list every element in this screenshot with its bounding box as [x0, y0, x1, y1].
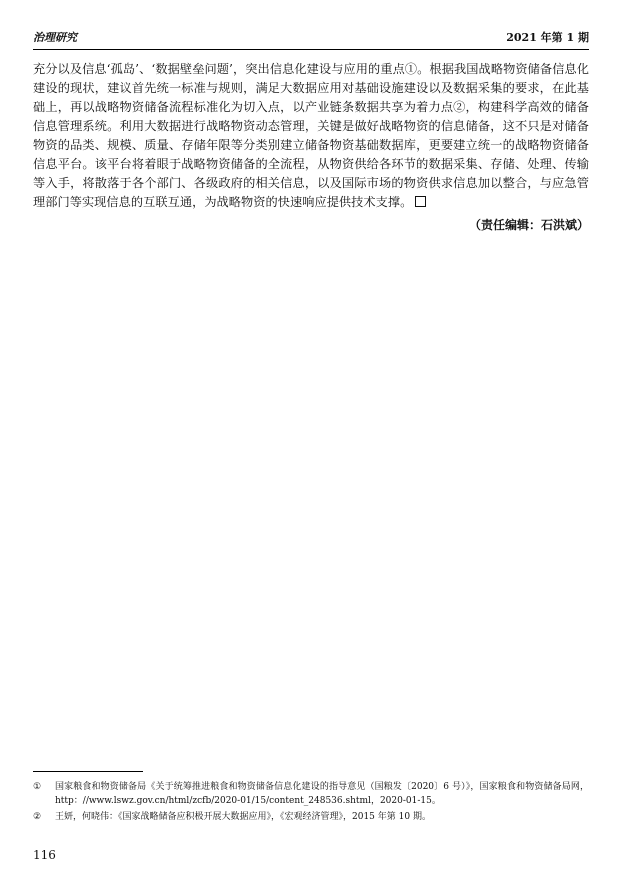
page-number: 116 — [33, 848, 56, 862]
end-mark-icon — [415, 196, 426, 207]
issue-label: 2021 年第 1 期 — [506, 31, 589, 44]
running-header — [33, 30, 589, 50]
paragraph-text: 充分以及信息‘孤岛’、‘数据壁垒问题’，突出信息化建设与应用的重点①。根据我国战略物资储备信息化建设的现状，建议首先统一标准与规则，满足大数据应用对基础设施建设以及数据采集的要求，在此基础上，再以战略物资储备流程标准化为切入点，以产业链条数据共享为着力点②，构建科学高效的储备信息管理系统。利用大数据进行战略物资动态管理，关键是做好战略物资的信息储备，这不只是对储备物资的品类、规模、质量、存储年限等分类别建立储备物资基础数据库，更要建立统一的战略物资储备信息平台。该平台将着眼于战略物资储备的全流程，从物资供给各环节的数据采集、存储、处理、传输等入手，将散落于各个部门、各级政府的相关信息，以及国际市场的物资供求信息加以整合，与应急管理部门等实现信息的互联互通，为战略物资的快速响应提供技术支撑。 — [33, 62, 589, 209]
footnote-2-mark: ② — [33, 812, 42, 822]
footnote-rule — [33, 771, 143, 772]
journal-section: 治理研究 — [33, 31, 77, 44]
footnote-1 — [33, 780, 589, 808]
responsible-editor: （责任编辑：石洪斌） — [468, 218, 589, 232]
body-paragraph — [33, 60, 589, 212]
footnotes — [33, 780, 589, 826]
footnote-1-text: 国家粮食和物资储备局《关于统筹推进粮食和物资储备信息化建设的指导意见（国粮发〔2020〕6 号）》，国家粮食和物资储备局网，http：//www.lswz.gov.cn/html/zcfb/2020-01/15/content_248536.shtml，2020-01-15。 — [55, 782, 589, 806]
footnote-1-mark: ① — [33, 782, 42, 792]
footnote-2-text: 王妍，何晓伟：《国家战略储备应积极开展大数据应用》，《宏观经济管理》，2015 年第 10 期。 — [55, 812, 431, 822]
body-text — [33, 60, 589, 212]
footnote-2 — [33, 810, 589, 824]
